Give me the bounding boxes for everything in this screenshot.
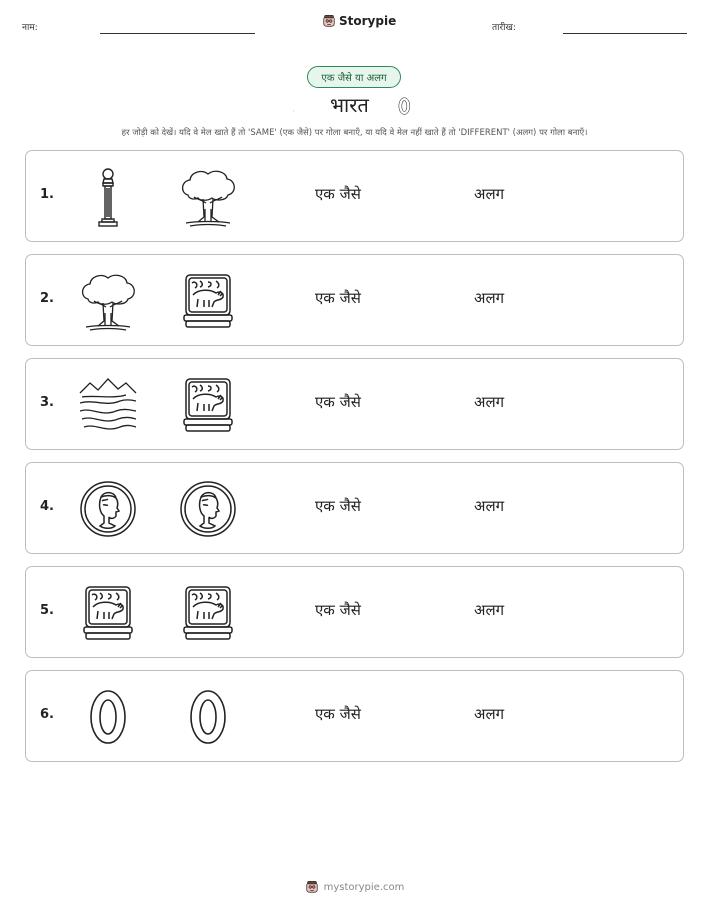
date-label: तारीख: xyxy=(492,23,516,33)
seal-icon xyxy=(176,581,240,645)
seal-icon xyxy=(76,581,140,645)
banyan-tree-icon xyxy=(176,165,240,229)
question-number: 4. xyxy=(40,499,54,514)
question-number: 6. xyxy=(40,707,54,722)
zero-icon xyxy=(76,685,140,749)
page-title: भारत xyxy=(330,93,369,117)
name-line[interactable] xyxy=(100,33,255,34)
question-number: 1. xyxy=(40,187,54,202)
footer-link[interactable]: mystorypie.com xyxy=(323,881,405,893)
question-number: 3. xyxy=(40,395,54,410)
brand-logo xyxy=(322,14,396,28)
seal-icon xyxy=(176,373,240,437)
worksheet-badge: एक जैसे या अलग xyxy=(307,66,401,88)
seal-icon xyxy=(176,269,240,333)
coin-icon xyxy=(76,477,140,541)
date-line[interactable] xyxy=(563,33,687,34)
different-option[interactable]: अलग xyxy=(474,185,505,203)
brand-name: Storypie xyxy=(339,14,397,28)
banyan-tree-icon xyxy=(76,269,140,333)
question-number: 2. xyxy=(40,291,54,306)
same-option[interactable]: एक जैसे xyxy=(315,185,361,203)
different-option[interactable]: अलग xyxy=(474,289,505,307)
storypie-mascot-icon xyxy=(305,880,319,894)
same-option[interactable]: एक जैसे xyxy=(315,601,361,619)
different-option[interactable]: अलग xyxy=(474,705,505,723)
question-number: 5. xyxy=(40,603,54,618)
pillar-icon xyxy=(293,93,309,121)
name-label: नाम: xyxy=(22,23,38,33)
footer xyxy=(0,880,709,894)
question-row xyxy=(25,254,684,346)
different-option[interactable]: अलग xyxy=(474,393,505,411)
same-option[interactable]: एक जैसे xyxy=(315,289,361,307)
same-option[interactable]: एक जैसे xyxy=(315,705,361,723)
title-row xyxy=(0,91,709,121)
different-option[interactable]: अलग xyxy=(474,601,505,619)
question-row xyxy=(25,670,684,762)
different-option[interactable]: अलग xyxy=(474,497,505,515)
coin-icon xyxy=(176,477,240,541)
same-option[interactable]: एक जैसे xyxy=(315,393,361,411)
storypie-mascot-icon xyxy=(322,14,336,28)
same-option[interactable]: एक जैसे xyxy=(315,497,361,515)
question-row xyxy=(25,462,684,554)
zero-icon xyxy=(398,93,420,121)
pillar-icon xyxy=(76,165,140,229)
river-icon xyxy=(76,373,140,437)
instructions: हर जोड़ी को देखें। यदि वे मेल खाते हैं तो 'SAME' (एक जैसे) पर गोला बनाएँ, या यदि वे मेल नहीं खाते हैं तो 'DIFFERENT' (अलग) पर गोला बनाएँ। xyxy=(121,128,588,138)
question-row xyxy=(25,566,684,658)
question-row xyxy=(25,358,684,450)
question-row xyxy=(25,150,684,242)
zero-icon xyxy=(176,685,240,749)
